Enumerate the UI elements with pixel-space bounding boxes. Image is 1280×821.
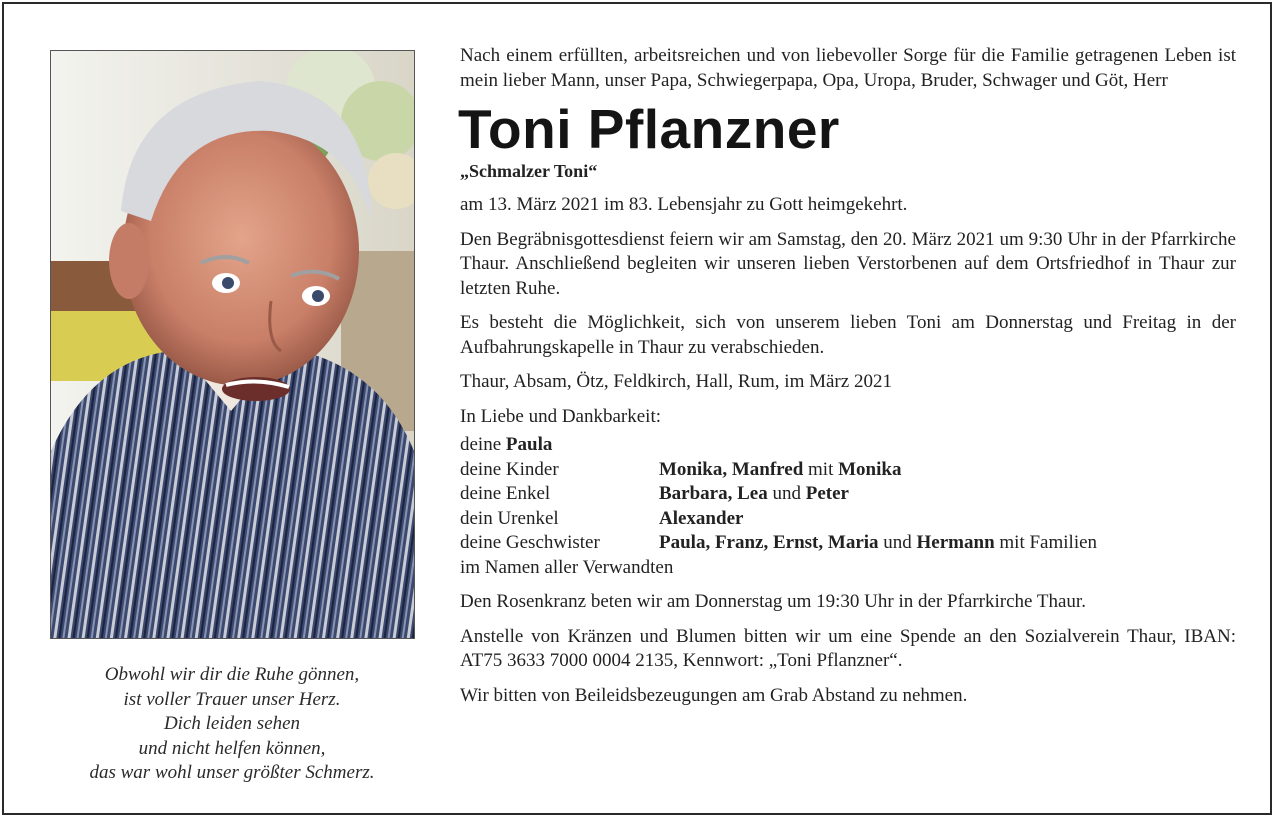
poem-line: und nicht helfen können, [138, 737, 326, 759]
poem-line: Dich leiden sehen [163, 713, 301, 734]
family-row-greatgrandchild [460, 507, 1236, 532]
family-label-grandchildren: deine Enkel [460, 483, 551, 504]
donation-paragraph: Anstelle von Kränzen und Blumen bitten wir um eine Spende an den Sozialverein Thaur, IBAN: AT75 3633 7000 0004 2135, Kennwort: „Toni Pflanzner“. [460, 625, 1236, 671]
family-label-greatgrandchild: dein Urenkel [460, 507, 559, 529]
deceased-name: Toni Pflanzner [458, 98, 840, 160]
family-names-siblings-last: Hermann [916, 532, 995, 553]
family-suffix: mit Familien [994, 532, 1098, 553]
family-relatives: im Namen aller Verwandten [460, 556, 674, 578]
intro-paragraph: Nach einem erfüllten, arbeitsreichen und von liebevoller Sorge für die Familie getragenen Leben ist mein lieber Mann, unser Papa, Schwiegerpapa, Opa, Uropa, Bruder, Schwager und Göt, Herr [460, 45, 1236, 91]
family-row-wife [460, 433, 1236, 458]
family-list [460, 433, 1236, 580]
farewell-paragraph: Es besteht die Möglichkeit, sich von unserem lieben Toni am Donnerstag und Freitag in der Aufbahrungskapelle in Thaur zu verabschieden. [460, 312, 1236, 358]
family-names-greatgrandchild: Alexander [659, 507, 744, 529]
gratitude-line: In Liebe und Dankbarkeit: [460, 405, 662, 427]
poem-line: das war wohl unser größter Schmerz. [89, 762, 375, 783]
nickname: „Schmalzer Toni“ [460, 161, 598, 181]
family-label-children: deine Kinder [460, 458, 559, 480]
family-row-grandchildren [460, 482, 1236, 507]
family-names-children: Monika, Manfred [659, 458, 804, 480]
family-prefix: deine [460, 434, 506, 455]
family-names-children-partner: Monika [838, 458, 902, 480]
family-row-relatives [460, 556, 1236, 581]
rosary-paragraph: Den Rosenkranz beten wir am Donnerstag um 19:30 Uhr in der Pfarrkirche Thaur. [460, 591, 1086, 612]
family-names-siblings: Paula, Franz, Ernst, Maria [659, 532, 879, 553]
portrait-image [51, 51, 414, 638]
obituary-notice [2, 2, 1272, 815]
death-date-line: am 13. März 2021 im 83. Lebensjahr zu Gott heimgekehrt. [460, 194, 908, 215]
family-joiner: und [767, 483, 806, 504]
memorial-poem [44, 663, 420, 786]
funeral-paragraph: Den Begräbnisgottesdienst feiern wir am Samstag, den 20. März 2021 um 9:30 Uhr in der Pfarrkirche Thaur. Anschließend begleiten wir unseren lieben Verstorbenen auf dem Ortsfriedhof in Thaur zur letzten Ruhe. [460, 228, 1236, 299]
family-joiner: mit [803, 458, 839, 480]
poem-line: Obwohl wir dir die Ruhe gönnen, [104, 664, 360, 685]
family-row-siblings [460, 531, 1236, 556]
family-joiner: und [878, 532, 917, 553]
poem-line: ist voller Trauer unser Herz. [123, 688, 341, 710]
family-label-siblings: deine Geschwister [460, 532, 600, 553]
condolences-line: Wir bitten von Beileidsbezeugungen am Grab Abstand zu nehmen. [460, 684, 968, 706]
family-names-grandchildren: Barbara, Lea [659, 483, 768, 504]
portrait-photo [50, 50, 415, 639]
places-date-line: Thaur, Absam, Ötz, Feldkirch, Hall, Rum, im März 2021 [460, 371, 892, 392]
family-name-wife: Paula [505, 434, 553, 455]
notice-text [460, 44, 1236, 718]
family-row-children [460, 458, 1236, 483]
family-names-grandchildren-last: Peter [805, 483, 849, 504]
